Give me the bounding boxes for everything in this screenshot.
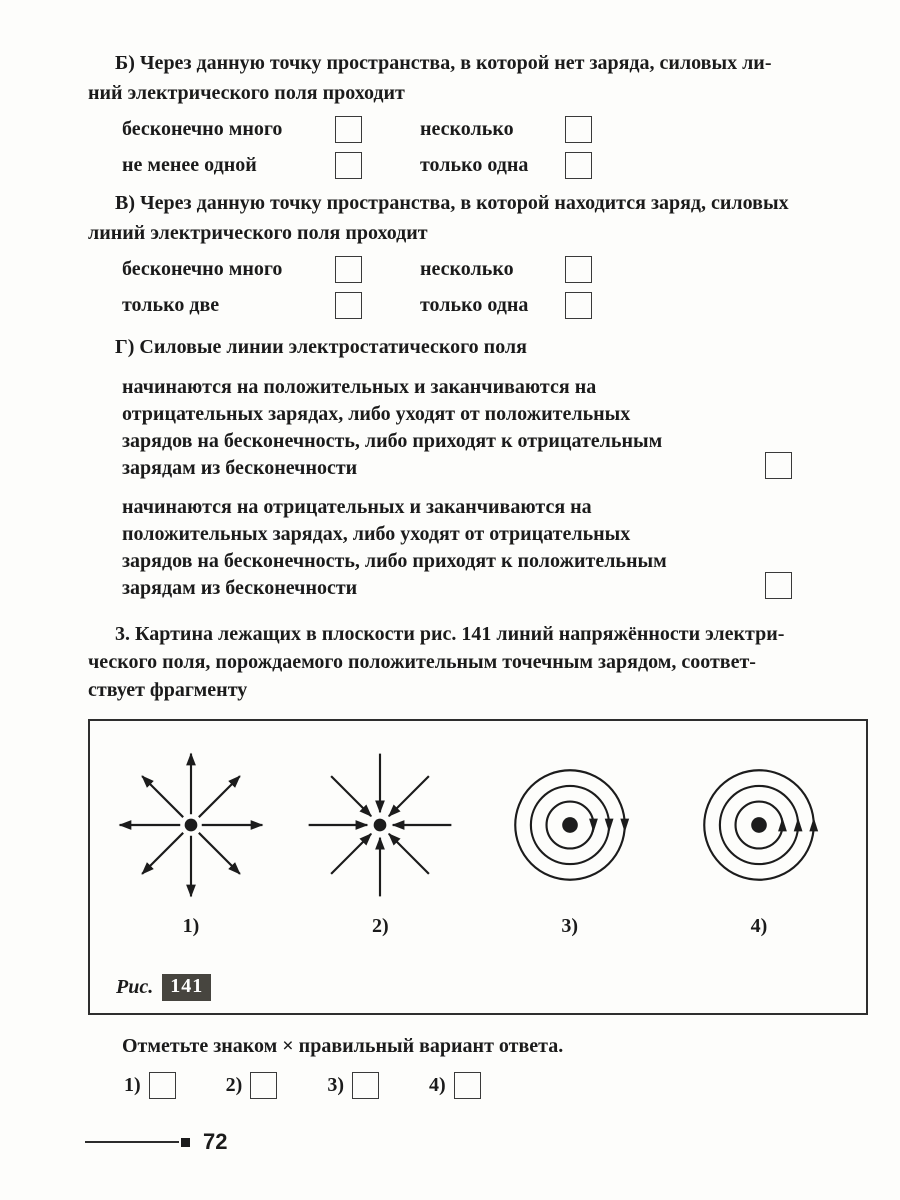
- g2-line-3: зарядов на бесконечность, либо приходят к положительным: [122, 550, 667, 572]
- checkbox-answer-2[interactable]: [250, 1072, 277, 1099]
- section-v-heading: [88, 188, 872, 248]
- section-b-heading-line-2: ний электрического поля проходит: [88, 82, 405, 104]
- option-label-v-only-two: только две: [122, 294, 220, 316]
- figure-option-4: [666, 737, 852, 938]
- option-label-v-only-one: только одна: [420, 294, 529, 316]
- checkbox-v-only-two[interactable]: [335, 292, 362, 319]
- answer-instruction: Отметьте знаком × правильный вариант ответа.: [122, 1035, 564, 1057]
- radial-arrows-outward-diagram: [103, 737, 279, 913]
- figure-option-3: [477, 737, 663, 938]
- answer-option-1-label: 1): [124, 1074, 141, 1096]
- point-charge-dot: [374, 819, 387, 832]
- answer-option-4: [429, 1072, 481, 1099]
- figure-caption: [116, 974, 211, 1001]
- figure-option-2: [287, 737, 473, 938]
- figure-141-diagrams: [90, 721, 866, 938]
- section-g-heading: Г) Силовые линии электростатического поля: [115, 336, 527, 358]
- g2-line-2: положительных зарядах, либо уходят от отрицательных: [122, 523, 631, 545]
- concentric-circles-clockwise-diagram: [482, 737, 658, 913]
- checkbox-b-only-one[interactable]: [565, 152, 592, 179]
- checkbox-b-infinitely-many[interactable]: [335, 116, 362, 143]
- section-g-option-2: [122, 494, 872, 602]
- answer-option-1: [124, 1072, 176, 1099]
- figure-option-4-label: 4): [750, 915, 768, 937]
- question-3-line-2: ческого поля, порождаемого положительным точечным зарядом, соответ-: [88, 651, 756, 673]
- option-label-v-infinitely-many: бесконечно много: [122, 258, 283, 280]
- figure-caption-number: 141: [162, 974, 211, 1001]
- section-b-options: [122, 116, 872, 179]
- figure-141: [88, 719, 868, 1015]
- option-label-v-several: несколько: [420, 258, 514, 280]
- option-label-b-at-least-one: не менее одной: [122, 154, 257, 176]
- concentric-circles-counterclockwise-diagram: [671, 737, 847, 913]
- counterclockwise-arrowheads: [778, 818, 818, 832]
- section-b-heading: [88, 48, 872, 108]
- answer-options: [124, 1072, 872, 1099]
- checkbox-b-at-least-one[interactable]: [335, 152, 362, 179]
- g1-line-1: начинаются на положительных и заканчиваются на: [122, 376, 597, 398]
- g1-line-3: зарядов на бесконечность, либо приходят к отрицательным: [122, 430, 663, 452]
- point-charge-dot: [562, 817, 578, 833]
- figure-caption-label: Рис.: [116, 976, 154, 998]
- question-3-line-3: ствует фрагменту: [88, 679, 248, 701]
- section-v-options: [122, 256, 872, 319]
- question-3: [88, 620, 872, 704]
- g2-line-1: начинаются на отрицательных и заканчиваются на: [122, 496, 592, 518]
- answer-option-2: [226, 1072, 278, 1099]
- checkbox-answer-1[interactable]: [149, 1072, 176, 1099]
- g2-line-4: зарядам из бесконечности: [122, 577, 358, 599]
- clockwise-arrowheads: [589, 819, 629, 833]
- checkbox-answer-4[interactable]: [454, 1072, 481, 1099]
- checkbox-g-option-1[interactable]: [765, 452, 792, 479]
- section-g-option-1-text: [122, 374, 750, 482]
- section-b-heading-line-1: Б) Через данную точку пространства, в которой нет заряда, силовых ли-: [115, 52, 772, 74]
- figure-option-3-label: 3): [561, 915, 578, 937]
- option-label-b-infinitely-many: бесконечно много: [122, 118, 283, 140]
- answer-option-2-label: 2): [225, 1074, 243, 1096]
- page-footer: [85, 1129, 227, 1155]
- section-v-heading-line-2: линий электрического поля проходит: [88, 222, 428, 244]
- checkbox-g-option-2[interactable]: [765, 572, 792, 599]
- footer-square-icon: [181, 1138, 190, 1147]
- page-number: 72: [203, 1129, 228, 1154]
- question-3-line-1: 3. Картина лежащих в плоскости рис. 141 линий напряжённости электри-: [115, 623, 785, 645]
- point-charge-dot: [751, 817, 767, 833]
- section-g-option-1: [122, 374, 872, 482]
- option-label-b-several: несколько: [420, 118, 514, 140]
- checkbox-answer-3[interactable]: [352, 1072, 379, 1099]
- section-v-heading-line-1: В) Через данную точку пространства, в которой находится заряд, силовых: [115, 192, 789, 214]
- radial-arrows-inward-diagram: [292, 737, 468, 913]
- option-label-b-only-one: только одна: [420, 154, 529, 176]
- point-charge-dot: [185, 819, 198, 832]
- answer-option-3-label: 3): [327, 1074, 345, 1096]
- checkbox-b-several[interactable]: [565, 116, 592, 143]
- g1-line-2: отрицательных зарядах, либо уходят от положительных: [122, 403, 631, 425]
- g1-line-4: зарядам из бесконечности: [122, 457, 358, 479]
- checkbox-v-several[interactable]: [565, 256, 592, 283]
- figure-option-2-label: 2): [371, 915, 389, 937]
- answer-option-3: [327, 1072, 379, 1099]
- checkbox-v-only-one[interactable]: [565, 292, 592, 319]
- checkbox-v-infinitely-many[interactable]: [335, 256, 362, 283]
- section-g-option-2-text: [122, 494, 750, 602]
- figure-option-1-label: 1): [182, 915, 200, 937]
- figure-option-1: [98, 737, 284, 938]
- footer-rule: [85, 1141, 179, 1143]
- answer-option-4-label: 4): [429, 1074, 446, 1096]
